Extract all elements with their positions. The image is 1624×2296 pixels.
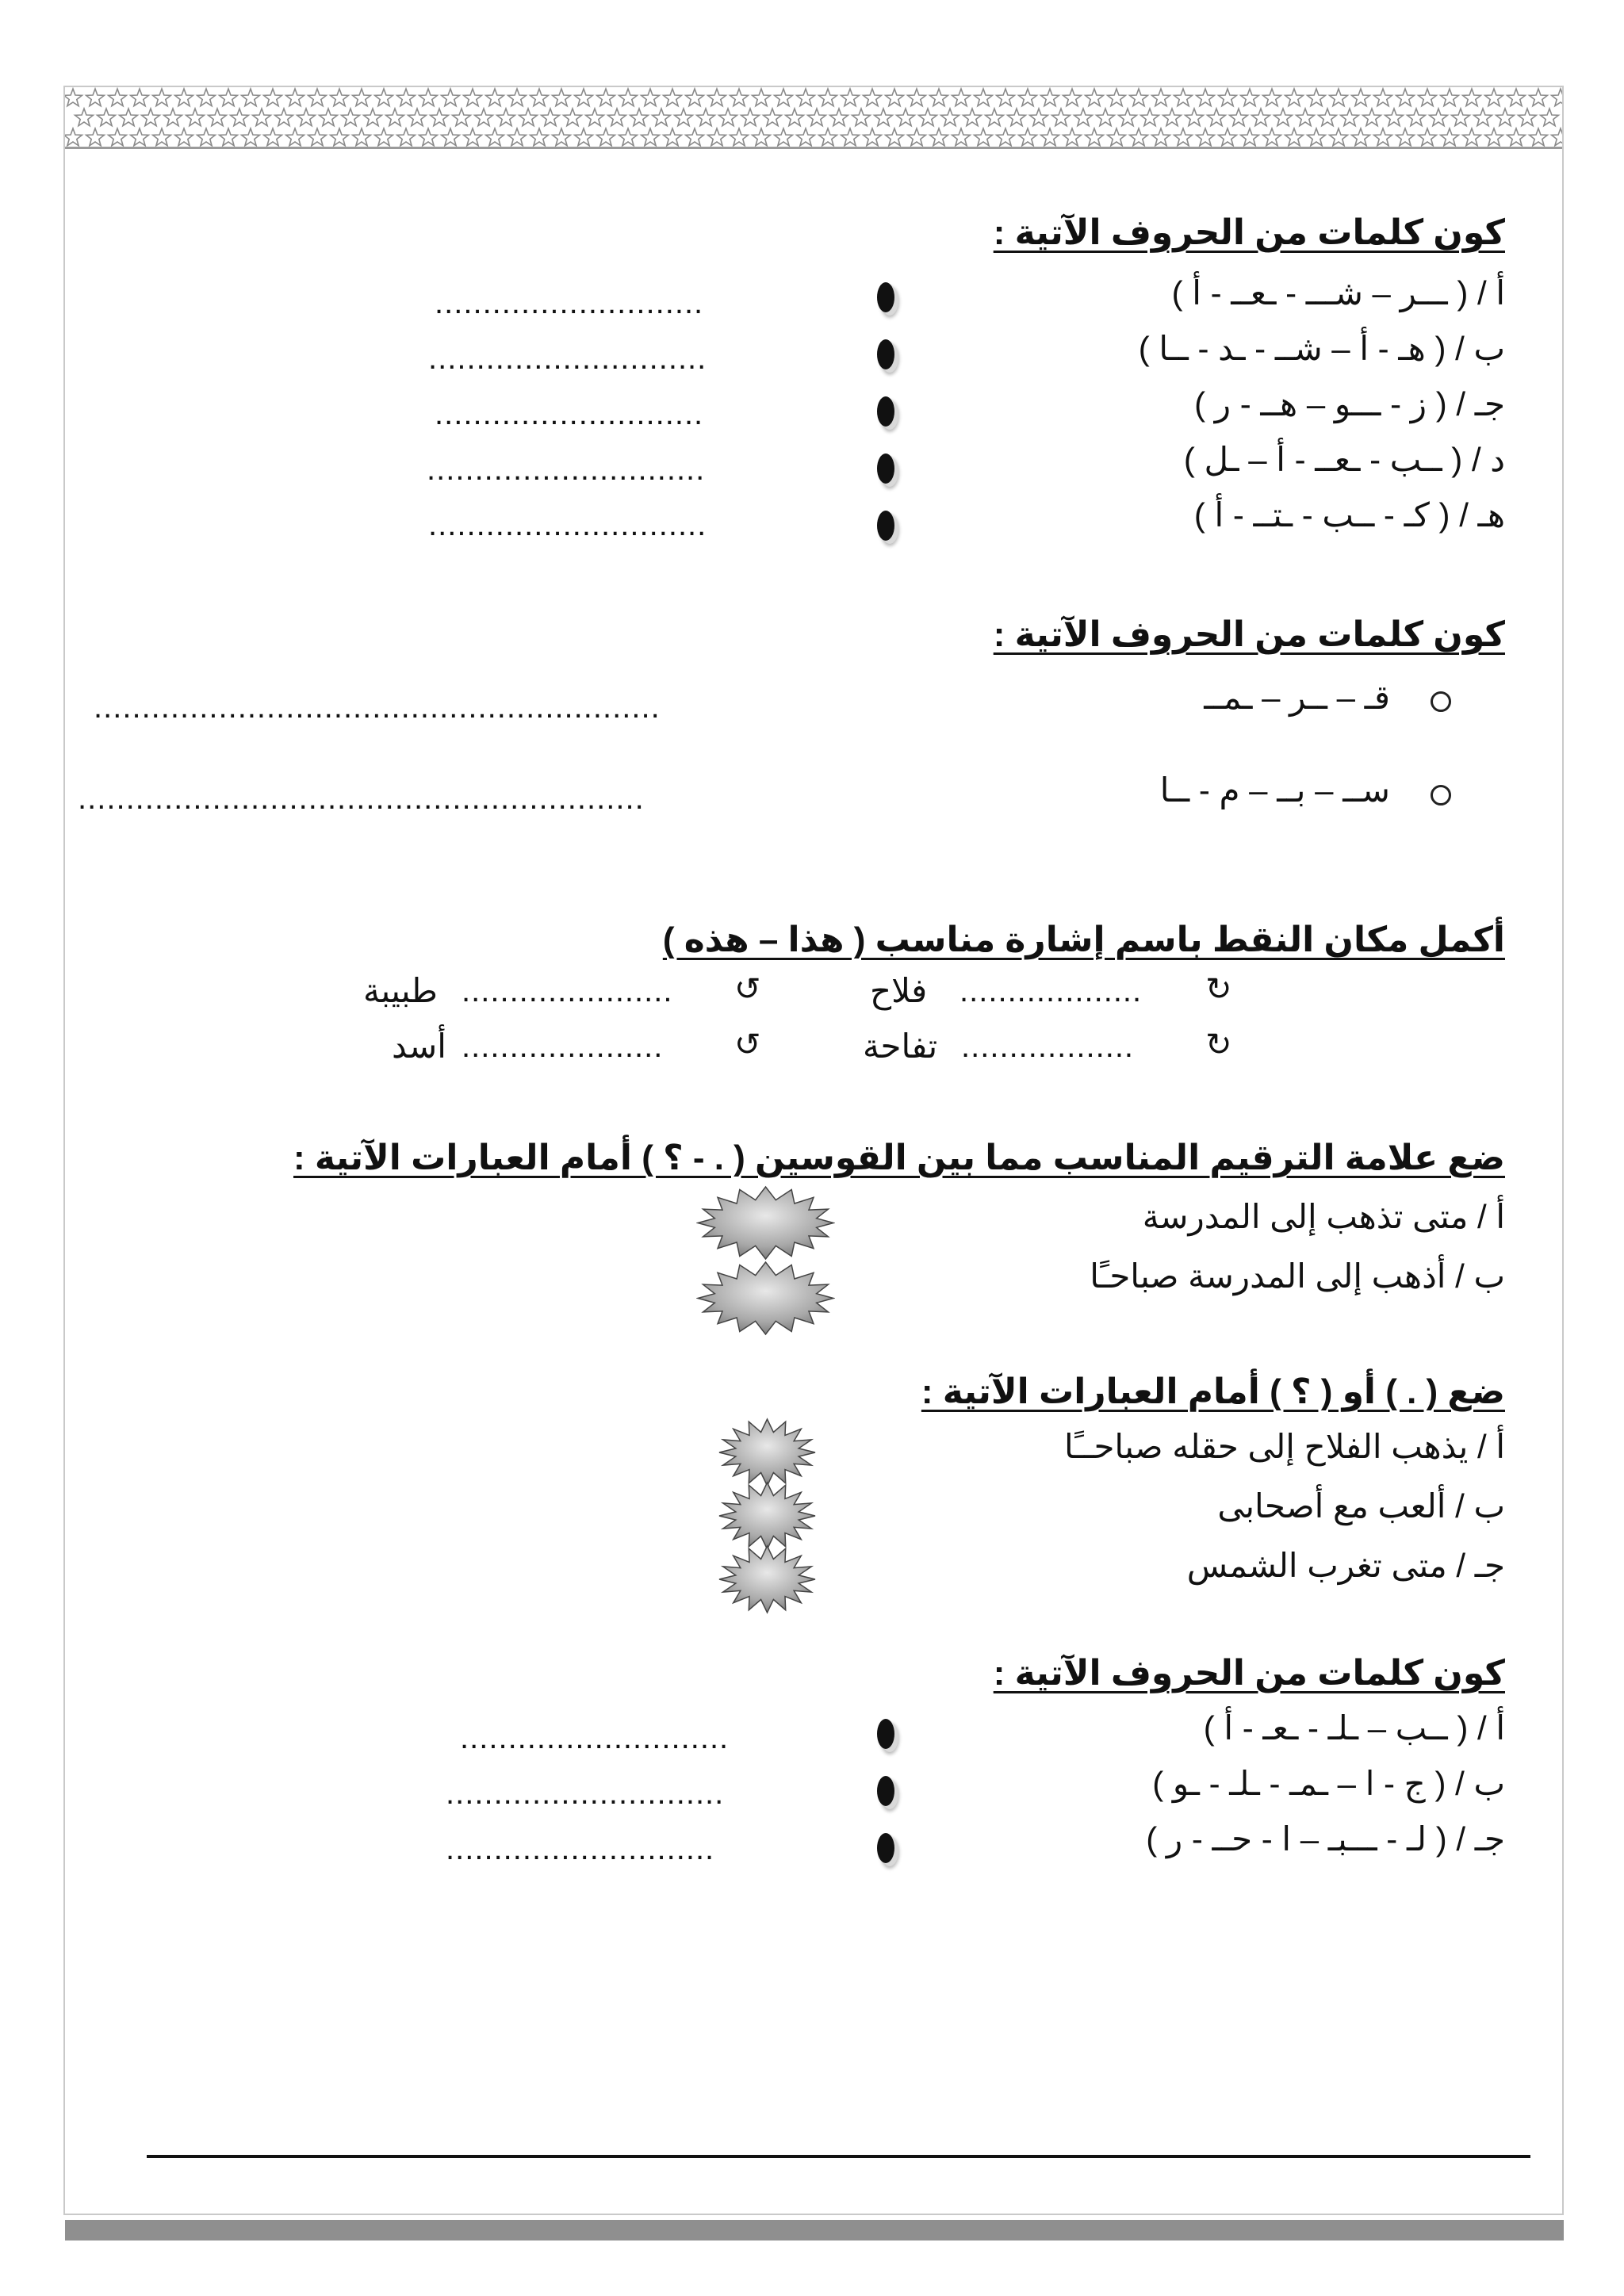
bullet-icon [877, 453, 894, 484]
section6-item-c: جـ / ( لـ - ـــبـ – ا - حــ - ر ) [1146, 1820, 1505, 1858]
star-icon [919, 109, 937, 126]
star-icon [908, 89, 926, 106]
star-icon [1330, 89, 1348, 106]
star-icon [486, 128, 504, 146]
star-icon [1274, 109, 1293, 126]
star-icon [320, 109, 338, 126]
star-icon [1052, 109, 1071, 126]
star-icon [808, 109, 826, 126]
arrow-icon: ↻ [1205, 972, 1232, 1007]
star-icon [308, 128, 327, 146]
star-icon [1285, 128, 1304, 146]
star-icon [397, 128, 416, 146]
star-icon [1263, 89, 1281, 106]
star-icon [952, 128, 971, 146]
star-icon [464, 128, 482, 146]
section1-item-c: جـ / ( ز - ـــو – هــ - ر ) [1194, 385, 1505, 423]
star-icon [375, 128, 393, 146]
star-icon [1396, 128, 1415, 146]
star-icon [264, 128, 282, 146]
star-icon [753, 89, 771, 106]
star-icon [142, 109, 160, 126]
star-icon [586, 109, 604, 126]
star-icon [697, 109, 715, 126]
star-icon [442, 128, 460, 146]
star-icon [686, 128, 704, 146]
star-icon [852, 109, 871, 126]
section3-word: فلاح [870, 972, 928, 1009]
star-icon [220, 89, 238, 106]
star-icon [997, 128, 1015, 146]
star-icon [453, 109, 471, 126]
star-icon [664, 89, 682, 106]
star-icon [564, 109, 582, 126]
star-icon [1552, 128, 1562, 146]
star-icon [908, 128, 926, 146]
star-icon [1408, 109, 1426, 126]
answer-blank[interactable]: ............................ [460, 1720, 730, 1755]
star-icon [1063, 89, 1082, 106]
star-icon [864, 128, 882, 146]
star-icon [342, 109, 360, 126]
star-icon [1063, 128, 1082, 146]
arrow-icon: ↻ [1205, 1027, 1232, 1062]
star-icon [1363, 109, 1381, 126]
bullet-icon [877, 339, 894, 369]
star-icon [653, 109, 671, 126]
star-icon [419, 128, 438, 146]
star-icon [1241, 128, 1259, 146]
answer-blank[interactable]: ...................... [462, 974, 673, 1008]
answer-blank[interactable]: ............................. [427, 452, 706, 487]
star-icon [886, 128, 904, 146]
section6-item-a: أ / ( ــب – ـلـ - ـعـ - أ ) [1203, 1709, 1505, 1747]
star-icon [375, 89, 393, 106]
star-icon [297, 109, 316, 126]
star-icon [153, 128, 171, 146]
star-icon [1197, 89, 1215, 106]
star-icon [1086, 89, 1104, 106]
star-icon [597, 128, 615, 146]
star-icon [164, 109, 182, 126]
star-icon [1097, 109, 1115, 126]
answer-blank[interactable]: ............................ [446, 1831, 715, 1866]
star-icon [930, 89, 948, 106]
bullet-icon [877, 1833, 894, 1863]
star-icon [686, 89, 704, 106]
section1-heading: كون كلمات من الحروف الآتية : [993, 213, 1505, 252]
star-icon [131, 128, 149, 146]
star-icon [209, 109, 227, 126]
star-icon [553, 89, 571, 106]
star-icon [864, 89, 882, 106]
star-icon [286, 128, 304, 146]
star-icon [1441, 128, 1459, 146]
star-icon [1174, 128, 1193, 146]
section5-item-c: جـ / متى تغرب الشمس [1186, 1547, 1505, 1584]
section6-item-b: ب / ( ج - ا – ـمـ - ـلـ - ـو ) [1152, 1765, 1505, 1802]
star-icon [1419, 128, 1437, 146]
bullet-icon [877, 282, 894, 312]
section4-item-b: ب / أذهب إلى المدرسة صباحـًا [1090, 1257, 1505, 1295]
star-icon [497, 109, 515, 126]
star-icon [1041, 128, 1059, 146]
star-icon [1308, 128, 1326, 146]
section3-word: أسد [392, 1027, 446, 1065]
star-icon [797, 128, 815, 146]
star-icon [1074, 109, 1093, 126]
star-icon [730, 89, 749, 106]
answer-starburst-icon[interactable] [696, 1261, 835, 1336]
star-icon [86, 89, 105, 106]
footer-rule [147, 2155, 1530, 2158]
section6-heading: كون كلمات من الحروف الآتية : [993, 1654, 1505, 1693]
section4-heading: ضع علامة الترقيم المناسب مما بين القوسين ( . - ؟ ) أمام العبارات الآتية : [293, 1138, 1505, 1177]
answer-starburst-icon[interactable] [696, 1185, 835, 1261]
section5-item-b: ب / ألعب مع أصحابى [1217, 1487, 1505, 1525]
star-icon [1230, 109, 1248, 126]
star-icon [642, 89, 660, 106]
star-icon [708, 128, 726, 146]
star-icon [109, 89, 127, 106]
star-icon [331, 89, 349, 106]
star-icon [1152, 89, 1170, 106]
star-icon [231, 109, 249, 126]
star-icon [819, 128, 837, 146]
star-icon [830, 109, 848, 126]
star-icon [530, 128, 549, 146]
star-icon [75, 109, 94, 126]
star-icon [1141, 109, 1159, 126]
answer-blank[interactable]: ............................ [435, 285, 704, 320]
star-icon [675, 109, 693, 126]
star-icon [408, 109, 427, 126]
section5-heading: ضع ( . ) أو ( ؟ ) أمام العبارات الآتية : [921, 1372, 1505, 1411]
star-icon [242, 128, 260, 146]
star-icon [98, 109, 116, 126]
star-icon [508, 89, 527, 106]
star-icon [1374, 128, 1392, 146]
arrow-icon: ↺ [734, 972, 761, 1007]
star-icon [542, 109, 560, 126]
section3-word: طبيبة [363, 972, 438, 1009]
star-icon [419, 89, 438, 106]
star-icon [786, 109, 804, 126]
star-icon [442, 89, 460, 106]
star-icon [719, 109, 737, 126]
star-icon [253, 109, 271, 126]
star-icon [286, 89, 304, 106]
star-icon [186, 109, 205, 126]
section4-item-a: أ / متى تذهب إلى المدرسة [1142, 1198, 1505, 1235]
star-icon [608, 109, 626, 126]
star-icon [819, 89, 837, 106]
star-icon [1396, 89, 1415, 106]
answer-blank[interactable]: ................... [959, 974, 1143, 1008]
star-icon [997, 89, 1015, 106]
star-icon [764, 109, 782, 126]
star-icon [1507, 128, 1526, 146]
star-icon [775, 89, 793, 106]
star-icon [753, 128, 771, 146]
star-icon [220, 128, 238, 146]
star-icon [886, 89, 904, 106]
star-icon [575, 128, 593, 146]
bullet-icon [877, 511, 894, 541]
star-icon [1485, 128, 1503, 146]
star-icon [575, 89, 593, 106]
answer-starburst-icon[interactable] [718, 1481, 817, 1551]
star-icon [1385, 109, 1404, 126]
star-icon [1219, 89, 1237, 106]
star-icon [664, 128, 682, 146]
star-icon [1530, 89, 1548, 106]
star-icon [1041, 89, 1059, 106]
bottom-border-bar [65, 2220, 1564, 2241]
star-icon [841, 89, 860, 106]
star-icon [131, 89, 149, 106]
circle-bullet-icon [1431, 785, 1451, 806]
star-icon [1352, 128, 1370, 146]
star-icon [1541, 109, 1559, 126]
star-icon [1108, 89, 1126, 106]
star-icon [941, 109, 959, 126]
star-icon [153, 89, 171, 106]
star-icon [109, 128, 127, 146]
star-icon [308, 89, 327, 106]
section3-word: تفاحة [863, 1027, 938, 1065]
star-icon [120, 109, 138, 126]
star-icon [264, 89, 282, 106]
star-icon [1341, 109, 1359, 126]
star-icon [975, 89, 993, 106]
star-icon [1174, 89, 1193, 106]
section3-heading: أكمل مكان النقط باسم إشارة مناسب ( هذا – هذه ) [662, 920, 1505, 959]
star-icon [930, 128, 948, 146]
star-icon [1219, 128, 1237, 146]
star-icon [741, 109, 760, 126]
star-icon [1419, 89, 1437, 106]
star-icon [1130, 128, 1148, 146]
star-icon [486, 89, 504, 106]
star-icon [1086, 128, 1104, 146]
star-icon [1496, 109, 1515, 126]
star-icon [1152, 128, 1170, 146]
answer-blank[interactable]: .................. [961, 1029, 1135, 1064]
star-icon [730, 128, 749, 146]
star-icon [65, 128, 82, 146]
bullet-icon [877, 1776, 894, 1806]
star-icon [708, 89, 726, 106]
star-icon [597, 89, 615, 106]
star-icon [1241, 89, 1259, 106]
star-icon [464, 89, 482, 106]
star-pattern [65, 87, 1562, 149]
star-icon [242, 89, 260, 106]
star-icon [475, 109, 493, 126]
star-icon [1552, 89, 1562, 106]
star-icon [1374, 89, 1392, 106]
star-icon [1474, 109, 1492, 126]
star-icon [1330, 128, 1348, 146]
star-icon [952, 89, 971, 106]
star-icon [1519, 109, 1537, 126]
answer-blank[interactable]: ............................ [435, 396, 704, 431]
star-icon [1108, 128, 1126, 146]
star-icon [197, 89, 216, 106]
star-icon [975, 128, 993, 146]
star-icon [1197, 128, 1215, 146]
star-icon [508, 128, 527, 146]
star-icon [175, 128, 193, 146]
star-icon [1263, 128, 1281, 146]
arrow-icon: ↺ [734, 1027, 761, 1062]
star-icon [1430, 109, 1448, 126]
section1-item-a: أ / ( ـــر – شـــ - ـعــ - أ ) [1171, 274, 1505, 312]
star-icon [386, 109, 404, 126]
answer-starburst-icon[interactable] [718, 1418, 817, 1487]
answer-blank[interactable]: ............................. [446, 1776, 725, 1811]
answer-blank[interactable]: ........................................................... [94, 690, 661, 725]
star-icon [986, 109, 1004, 126]
star-icon [1319, 109, 1337, 126]
star-icon [619, 89, 638, 106]
section2-item-b: ســ – بــ – م - ــا [1159, 771, 1390, 809]
star-icon [1285, 89, 1304, 106]
star-icon [65, 89, 82, 106]
star-icon [1030, 109, 1048, 126]
star-icon [1119, 109, 1137, 126]
section1-item-b: ب / ( هـ - أ – شــ - ـد - ــا ) [1138, 330, 1505, 367]
star-icon [1185, 109, 1204, 126]
star-icon [1163, 109, 1182, 126]
star-icon [875, 109, 893, 126]
answer-starburst-icon[interactable] [718, 1544, 817, 1614]
star-icon [197, 128, 216, 146]
star-icon [364, 109, 382, 126]
star-icon [1463, 89, 1481, 106]
star-icon [397, 89, 416, 106]
star-border-decoration [65, 87, 1562, 149]
star-icon [175, 89, 193, 106]
star-icon [1452, 109, 1470, 126]
star-icon [331, 128, 349, 146]
star-icon [553, 128, 571, 146]
star-icon [431, 109, 449, 126]
star-icon [1352, 89, 1370, 106]
answer-blank[interactable]: ........................................................... [78, 781, 645, 816]
star-icon [275, 109, 293, 126]
star-icon [353, 89, 371, 106]
answer-blank[interactable]: ............................. [428, 507, 707, 542]
section2-item-a: قـ – ــر – ـمــ [1204, 679, 1390, 716]
star-icon [963, 109, 982, 126]
star-icon [353, 128, 371, 146]
star-icon [1507, 89, 1526, 106]
section2-heading: كون كلمات من الحروف الآتية : [993, 615, 1505, 654]
star-icon [519, 109, 538, 126]
answer-blank[interactable]: ..................... [462, 1029, 664, 1064]
circle-bullet-icon [1431, 691, 1451, 712]
star-icon [530, 89, 549, 106]
star-icon [86, 128, 105, 146]
bullet-icon [877, 396, 894, 427]
section1-item-e: هـ / ( كـ - ــب - ـتــ - أ ) [1193, 496, 1505, 534]
star-icon [775, 128, 793, 146]
star-icon [1463, 128, 1481, 146]
star-icon [642, 128, 660, 146]
star-icon [1252, 109, 1270, 126]
star-icon [1530, 128, 1548, 146]
star-icon [619, 128, 638, 146]
answer-blank[interactable]: ............................. [428, 341, 707, 376]
star-icon [1208, 109, 1226, 126]
star-icon [1019, 89, 1037, 106]
section5-item-a: أ / يذهب الفلاح إلى حقله صباحــًا [1064, 1428, 1505, 1465]
section1-item-d: د / ( ــب - ـعــ - أ – ـل ) [1183, 441, 1505, 478]
star-icon [797, 89, 815, 106]
star-icon [1297, 109, 1315, 126]
star-icon [1130, 89, 1148, 106]
star-icon [897, 109, 915, 126]
star-icon [1485, 89, 1503, 106]
star-icon [1308, 89, 1326, 106]
star-icon [1008, 109, 1026, 126]
star-icon [630, 109, 649, 126]
star-icon [1441, 89, 1459, 106]
star-icon [1019, 128, 1037, 146]
star-icon [841, 128, 860, 146]
bullet-icon [877, 1719, 894, 1749]
